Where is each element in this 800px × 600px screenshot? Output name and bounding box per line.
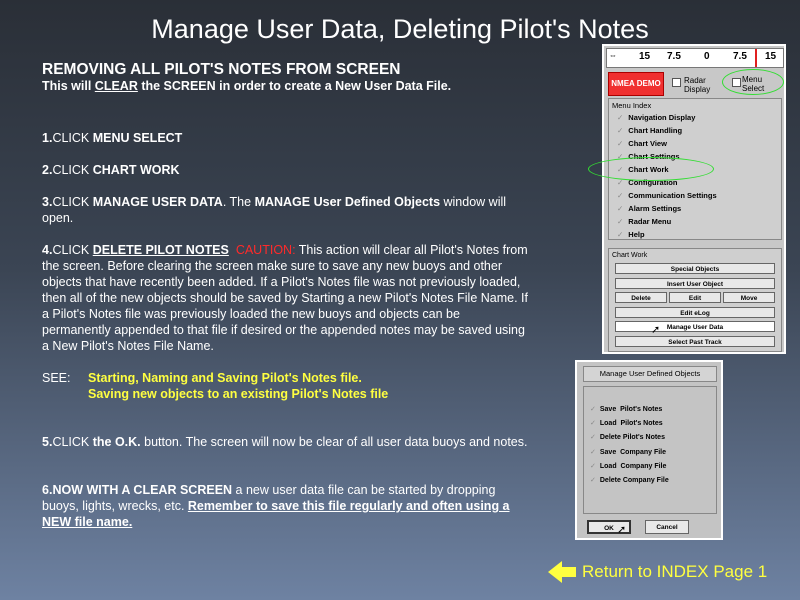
menu-item-alarm-settings[interactable]: ✓ Alarm Settings	[617, 204, 682, 213]
save-company-file-option[interactable]: ✓ Save Company File	[590, 449, 667, 456]
highlight-ellipse-menu-select	[722, 69, 784, 95]
edit-elog-button[interactable]: Edit eLog	[615, 307, 775, 318]
chart-work-panel	[608, 248, 782, 352]
load-pilots-notes-option[interactable]: ✓ Load Pilot's Notes	[590, 420, 663, 427]
mouse-cursor-icon: ➚	[651, 324, 661, 336]
dialog-title: Manage User Defined Objects	[583, 366, 717, 382]
step-object: MANAGE User Defined Objects	[254, 195, 441, 209]
step-reminder: Remember to save this file regularly and often using a NEW file name.	[42, 499, 510, 529]
link-starting-naming-saving[interactable]: Starting, Naming and Saving Pilot's Notes file.	[88, 371, 362, 385]
return-link-label: Return to INDEX Page 1	[582, 562, 768, 581]
scale-tick: 7.5	[667, 51, 681, 62]
step-5	[42, 434, 532, 450]
radar-display-label: Radar Display	[684, 76, 711, 94]
menu-item-chart-work[interactable]: ✓ Chart Work	[617, 165, 669, 174]
step-target: MENU SELECT	[92, 131, 183, 145]
step-verb: CLICK	[52, 195, 93, 209]
step-body: a new user data file can be started by dropping buoys, lights, wrecks, etc.	[42, 483, 496, 513]
step-target: DELETE PILOT NOTES	[92, 243, 229, 257]
step-verb: CLICK	[52, 131, 93, 145]
caution-label: CAUTION:	[235, 243, 296, 257]
manage-user-data-button[interactable]: Manage User Data	[615, 321, 775, 332]
step-number: 2.	[42, 163, 53, 177]
highlight-ellipse-chart-work	[588, 157, 714, 181]
menu-select-label: Menu Select	[742, 75, 765, 93]
radar-display-checkbox[interactable]	[672, 78, 681, 87]
insert-user-object-button[interactable]: Insert User Object	[615, 278, 775, 289]
nmea-demo-button[interactable]: NMEA DEMO	[608, 72, 664, 96]
ok-button[interactable]: OK	[587, 520, 631, 534]
return-to-index-link[interactable]	[548, 561, 767, 583]
step-6	[42, 482, 532, 530]
save-pilots-notes-option[interactable]: ✓ Save Pilot's Notes	[590, 406, 663, 413]
see-label: SEE:	[42, 371, 71, 385]
delete-pilots-notes-option[interactable]: ✓ Delete Pilot's Notes	[590, 434, 665, 441]
menu-panel-screenshot	[602, 44, 786, 354]
step-target: MANAGE USER DATA	[92, 195, 223, 209]
link-saving-existing-file[interactable]: Saving new objects to an existing Pilot's Notes file	[88, 387, 389, 401]
section-heading: REMOVING ALL PILOT'S NOTES FROM SCREEN	[42, 61, 401, 78]
step-verb: CLICK	[52, 435, 93, 449]
edit-button[interactable]: Edit	[669, 292, 721, 303]
step-body: button. The screen will now be clear of all user data buoys and notes.	[140, 435, 528, 449]
scale-marker	[755, 49, 757, 67]
step-text: . The	[222, 195, 255, 209]
dialog-options	[583, 386, 717, 514]
step-number: 1.	[42, 131, 53, 145]
step-text-end: window will open.	[42, 195, 507, 225]
see-also	[42, 370, 532, 402]
step-1	[42, 130, 532, 146]
menu-item-help[interactable]: ✓ Help	[617, 230, 645, 239]
chart-work-title: Chart Work	[612, 252, 648, 259]
mouse-cursor-icon: ➚	[617, 524, 627, 536]
load-company-file-option[interactable]: ✓ Load Company File	[590, 463, 667, 470]
subheading-text: This will	[42, 79, 95, 93]
scale-tick: 7.5	[733, 51, 747, 62]
delete-company-file-option[interactable]: ✓ Delete Company File	[590, 477, 669, 484]
section-subheading	[42, 78, 532, 94]
scale-tick: 0	[704, 51, 710, 62]
step-target: CHART WORK	[92, 163, 180, 177]
special-objects-button[interactable]: Special Objects	[615, 263, 775, 274]
left-arrow-icon	[548, 561, 562, 583]
menu-item-communication-settings[interactable]: ✓ Communication Settings	[617, 191, 717, 200]
step-lead: NOW WITH A CLEAR SCREEN	[52, 483, 233, 497]
step-number: 6.	[42, 483, 53, 497]
menu-item-radar-menu[interactable]: ✓ Radar Menu	[617, 217, 672, 226]
scale-arrow-icon: ⇔	[609, 51, 617, 60]
range-scale	[606, 48, 784, 68]
menu-index-title: Menu Index	[612, 101, 652, 110]
step-2	[42, 162, 532, 178]
page-title: Manage User Data, Deleting Pilot's Notes	[151, 14, 649, 44]
menu-item-configuration[interactable]: ✓ Configuration	[617, 178, 678, 187]
step-4	[42, 242, 532, 354]
step-3	[42, 194, 532, 226]
scale-tick: 15	[639, 51, 651, 62]
left-arrow-tail	[562, 567, 576, 577]
move-button[interactable]: Move	[723, 292, 775, 303]
menu-item-navigation-display[interactable]: ✓ Navigation Display	[617, 113, 696, 122]
step-body: This action will clear all Pilot's Notes from the screen. Before clearing the screen make sure to save any new buoys and other objects that have recently been added. If a Pilot's Notes file was not previously loaded, then all of the new objects should be saved by Starting a new Pilot's Notes File Name. If a Pilot's Notes file was previously loaded the new buoys and objects can be permanently appended to that file if desired or the appended notes may be saved using a New Pilot's Notes File Name.	[42, 243, 528, 353]
subheading-text-end: the SCREEN in order to create a New User Data File.	[137, 79, 452, 93]
instructions-heading	[42, 62, 532, 94]
step-number: 5.	[42, 435, 53, 449]
step-verb: CLICK	[52, 163, 93, 177]
subheading-clear: CLEAR	[94, 79, 138, 93]
manage-user-defined-objects-dialog	[575, 360, 723, 540]
menu-item-chart-settings[interactable]: ✓ Chart Settings	[617, 152, 680, 161]
step-number: 4.	[42, 243, 53, 257]
cancel-button[interactable]: Cancel	[645, 520, 689, 534]
step-number: 3.	[42, 195, 53, 209]
scale-tick: 15	[765, 51, 777, 62]
menu-item-chart-handling[interactable]: ✓ Chart Handling	[617, 126, 683, 135]
select-past-track-button[interactable]: Select Past Track	[615, 336, 775, 347]
step-verb: CLICK	[52, 243, 93, 257]
step-target: the O.K.	[92, 435, 141, 449]
menu-item-chart-view[interactable]: ✓ Chart View	[617, 139, 667, 148]
delete-button[interactable]: Delete	[615, 292, 667, 303]
